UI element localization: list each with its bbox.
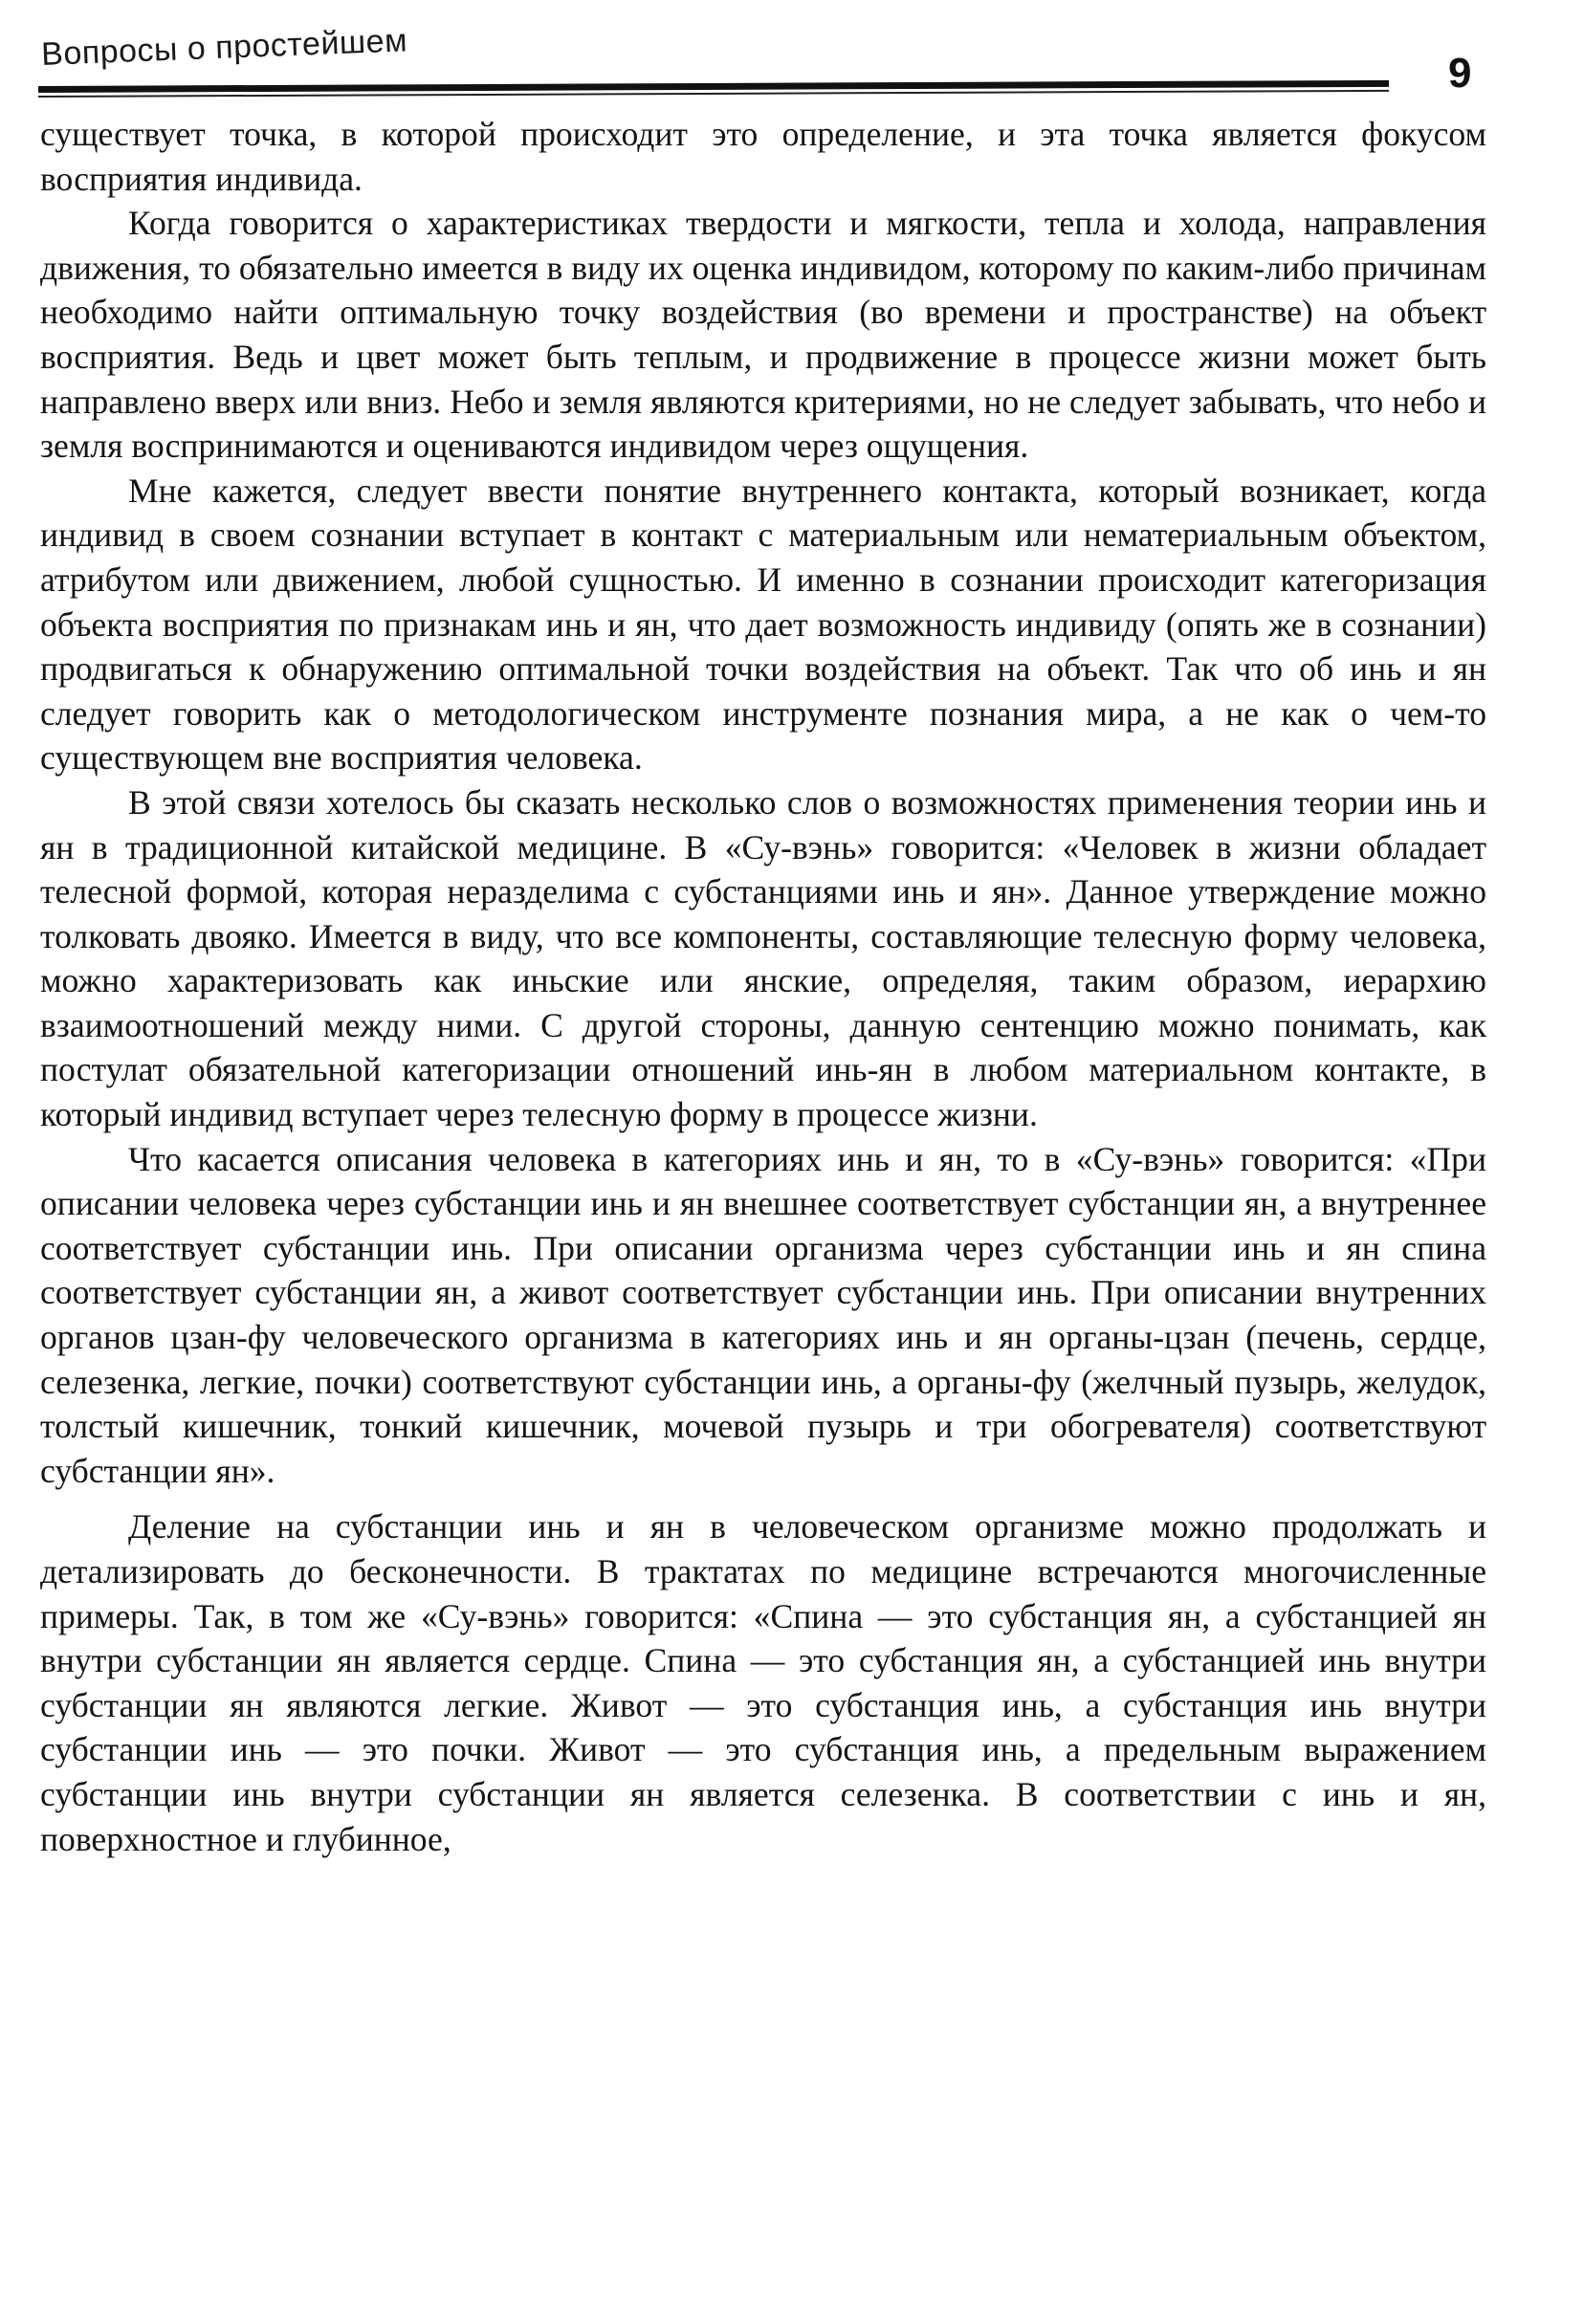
paragraph: Мне кажется, следует ввести понятие внутреннего контакта, который возникает, когда индивид в своем сознании вступает в контакт с материальным или нематериальным объектом, атрибутом или движением, любой сущностью. И именно в сознании происходит категоризация объекта восприятия по признакам инь и ян, что дает возможность индивиду (опять же в сознании) продвигаться к обнаружению оптимальной точки воздействия на объект. Так что об инь и ян следует говорить как о методологическом инструменте познания мира, а не как о чем-то существующем вне восприятия человека. [40,471,1486,778]
paragraph: Деление на субстанции инь и ян в человеческом организме можно продолжать и детализировать до бесконечности. В трактатах по медицине встречаются многочисленные примеры. Так, в том же «Су-вэнь» говорится: «Спина — это субстанция ян, а субстанцией ян внутри субстанции ян является сердце. Спина — это субстанция ян, а субстанцией инь внутри субстанции ян являются легкие. Живот — это субстанция инь, а субстанция инь внутри субстанции инь — это почки. Живот — это субстанция инь, а предельным выражением субстанции инь внутри субстанции ян является селезенка. В соответствии с инь и ян, поверхностное и глубинное, [40,1507,1486,1858]
page-number: 9 [1448,50,1472,97]
paragraph: В этой связи хотелось бы сказать несколько слов о возможностях применения теории инь и ян в традиционной китайской медицине. В «Су-вэнь» говорится: «Человек в жизни обладает телесной формой, которая неразделима с субстанциями инь и ян». Данное утверждение можно толковать двояко. Имеется в виду, что все компоненты, составляющие телесную форму человека, можно характеризовать как иньские или янские, определяя, таким образом, иерархию взаимоотношений между ними. С другой стороны, данную сентенцию можно понимать, как постулат обязательной категоризации отношений инь-ян в любом материальном контакте, в который индивид вступает через телесную форму в процессе жизни. [40,782,1486,1134]
body-text [40,112,1486,2302]
paragraph-continued: существует точка, в которой происходит это определение, и эта точка является фокусом восприятия индивида. [40,115,1486,198]
paragraph: Что касается описания человека в категориях инь и ян, то в «Су-вэнь» говорится: «При описании человека через субстанции инь и ян внешнее соответствует субстанции ян, а внутреннее соответствует субстанции инь. При описании организма через субстанции инь и ян спина соответствует субстанции ян, а живот соответствует субстанции инь. При описании внутренних органов цзан-фу человеческого организма в категориях инь и ян органы-цзан (печень, сердце, селезенка, легкие, почки) соответствуют субстанции инь, а органы-фу (желчный пузырь, желудок, толстый кишечник, тонкий кишечник, мочевой пузырь и три обогревателя) соответствуют субстанции ян». [40,1139,1486,1490]
chapter-title: Вопросы о простейшем [40,22,408,74]
running-header [38,22,1473,94]
paragraph: Когда говорится о характеристиках твердости и мягкости, тепла и холода, направления движения, то обязательно имеется в виду их оценка индивидом, которому по каким-либо причинам необходимо найти оптимальную точку воздействия (во времени и пространстве) на объект восприятия. Ведь и цвет может быть теплым, и продвижение в процессе жизни может быть направлено вверх или вниз. Небо и земля являются критериями, но не следует забывать, что небо и земля воспринимаются и оцениваются индивидом через ощущения. [40,204,1486,466]
